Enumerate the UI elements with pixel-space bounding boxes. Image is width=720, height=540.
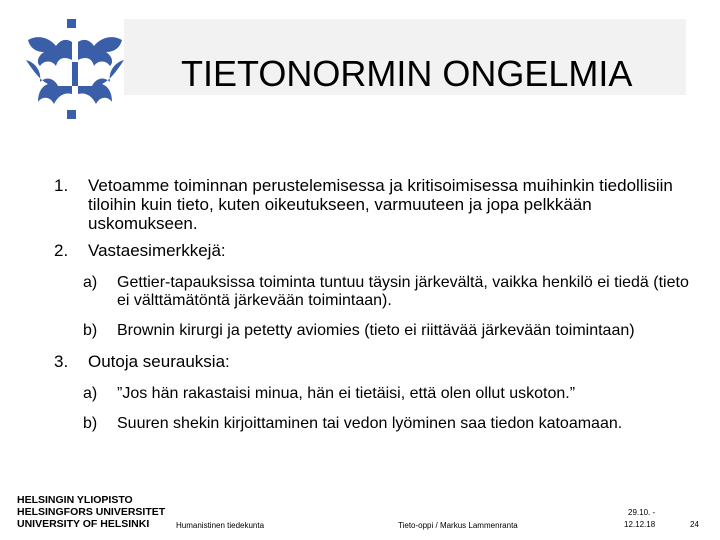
slide-body bbox=[54, 176, 694, 433]
item-text: Vastaesimerkkejä: bbox=[88, 241, 226, 260]
list-item-1 bbox=[54, 176, 694, 233]
slide-title: TIETONORMIN ONGELMIA bbox=[181, 53, 633, 94]
sub-item-number: a) bbox=[83, 385, 98, 402]
wordmark-line: UNIVERSITY OF HELSINKI bbox=[17, 518, 150, 530]
footer-faculty: Humanistinen tiedekunta bbox=[176, 521, 265, 530]
sub-item-text: ”Jos hän rakastaisi minua, hän ei tietäisi, että olen ollut uskoton.” bbox=[117, 385, 576, 402]
wordmark-line: HELSINGFORS UNIVERSITET bbox=[17, 506, 166, 518]
sub-item-text: Suuren shekin kirjoittaminen tai vedon lyöminen saa tiedon katoamaan. bbox=[117, 415, 623, 432]
footer-author: Tieto-oppi / Markus Lammenranta bbox=[398, 521, 518, 530]
sub-item-3b bbox=[83, 415, 694, 433]
item-text: Outoja seurauksia: bbox=[88, 352, 230, 371]
page-number: 24 bbox=[690, 520, 699, 529]
list-item-2 bbox=[54, 241, 694, 260]
sub-item-number: a) bbox=[83, 274, 98, 291]
university-flame-logo bbox=[20, 16, 130, 122]
sub-item-number: b) bbox=[83, 322, 98, 339]
sub-item-text: Gettier-tapauksissa toiminta tuntuu täysin järkevältä, vaikka henkilö ei tiedä (tieto ei välttämätöntä järkevään toimintaan). bbox=[117, 274, 689, 309]
university-wordmark bbox=[17, 494, 165, 530]
item-number: 2. bbox=[54, 241, 69, 260]
sub-item-text: Brownin kirurgi ja petetty aviomies (tieto ei riittävää järkevään toimintaan) bbox=[117, 322, 635, 339]
sub-item-3a bbox=[83, 385, 694, 403]
footer-date-line2: 12.12.18 bbox=[624, 520, 656, 529]
footer-date-line1: 29.10. - bbox=[628, 508, 656, 517]
wordmark-line: HELSINGIN YLIOPISTO bbox=[17, 494, 133, 506]
item-number: 1. bbox=[54, 176, 69, 195]
sub-item-2a bbox=[83, 274, 694, 310]
sub-item-number: b) bbox=[83, 415, 98, 432]
item-number: 3. bbox=[54, 352, 69, 371]
sub-item-2b bbox=[83, 322, 694, 340]
item-text: Vetoamme toiminnan perustelemisessa ja kritisoimisessa muihinkin tiedollisiin tiloihin kuin tieto, kuten oikeutukseen, varmuuteen ja jopa pelkkään uskomukseen. bbox=[88, 176, 673, 233]
list-item-3 bbox=[54, 352, 694, 371]
